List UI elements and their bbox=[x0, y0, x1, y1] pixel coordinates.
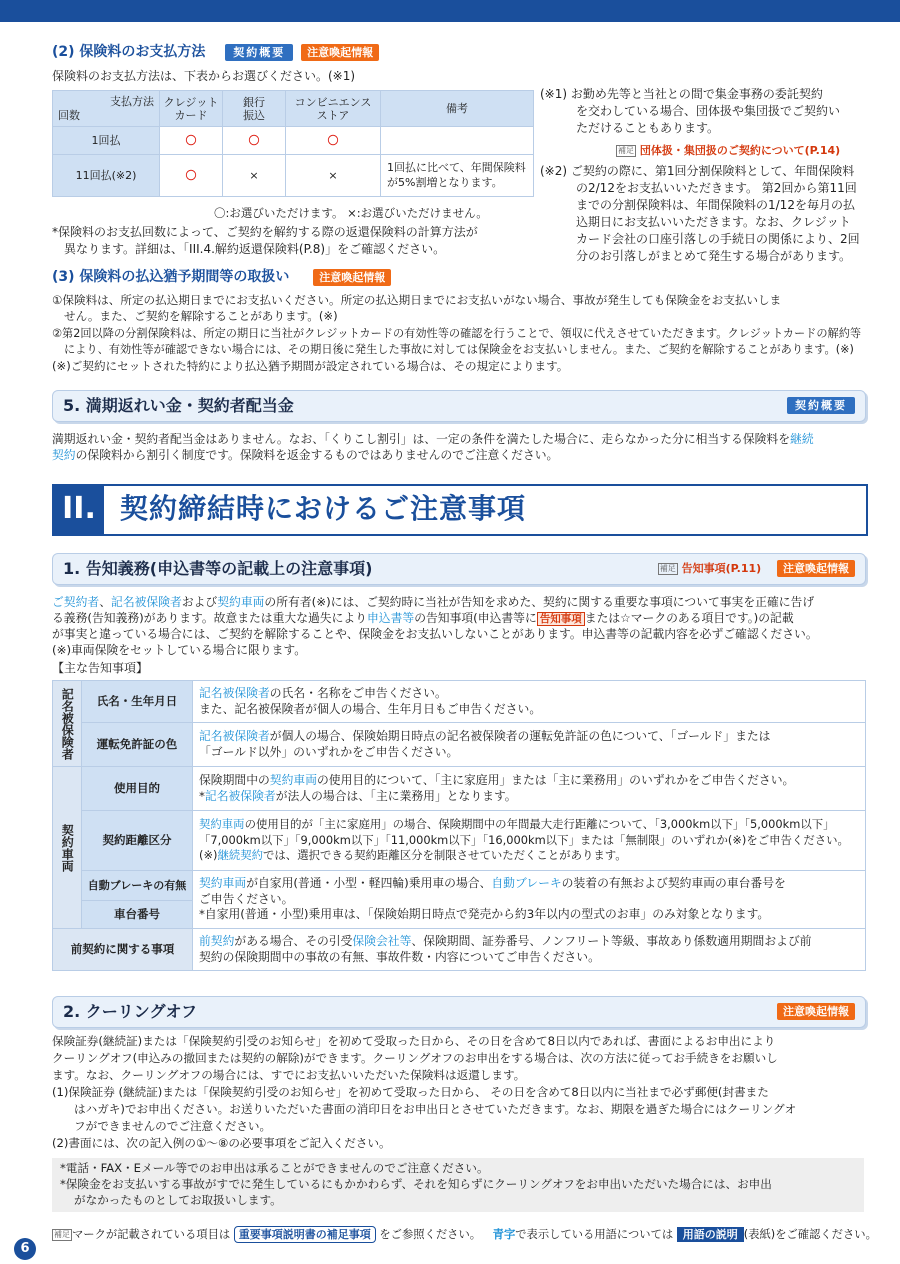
chapter-header bbox=[52, 484, 868, 536]
refund-note-2: 異なります。詳細は、「III.4.解約返還保険料(P.8)」をご確認ください。 bbox=[64, 242, 446, 256]
section-title: (3) 保険料の払込猶予期間等の取扱い bbox=[52, 269, 290, 285]
grace-line: (※)ご契約にセットされた特約により払込猶予期間が設定されている場合は、その規定によります。 bbox=[52, 359, 569, 373]
side-ref[interactable] bbox=[616, 142, 840, 159]
group-vehicle: 契約車両 bbox=[53, 767, 82, 929]
disclosure-para-4: (※)車両保険をセットしている場合に限ります。 bbox=[52, 643, 307, 657]
section-cooling-off-box bbox=[52, 996, 866, 1028]
contract-summary-tag: 契約概要 bbox=[225, 44, 293, 61]
chapter-number: II. bbox=[54, 486, 104, 534]
table-row: 契約距離区分 契約車両の使用目的が「主に家庭用」の場合、保険期間中の年間最大走行距離について、「3,000km以下」「5,000km以下」 「7,000km以下」「9,000km以下」「11,000km以下」「16,000km以下」または「無制限」のいずれか(※)をご申告ください。 (※)継続契約では、選択できる契約距離区分を制限させていただくことがあります。 bbox=[53, 811, 866, 871]
col-bank: 銀行 振込 bbox=[223, 91, 286, 127]
disclosure-table bbox=[52, 680, 866, 971]
col-credit: クレジット カード bbox=[160, 91, 223, 127]
side-note-1: (※1) お勤め先等と当社との間で集金事務の委託契約 bbox=[540, 87, 823, 101]
disclosure-para-2: る義務(告知義務)があります。故意または重大な過失により申込書等の告知事項(申込書等に 告知事項 または☆マークのある項目です。)の記載 bbox=[52, 611, 794, 625]
side-note-1-cont: ただけることもあります。 bbox=[576, 121, 720, 135]
grace-line: せん。また、ご契約を解除することがあります。(※) bbox=[64, 309, 338, 323]
refund-note-1: *保険料のお支払回数によって、ご契約を解約する際の返還保険料の計算方法が bbox=[52, 225, 478, 239]
chapter-title: 契約締結時におけるご注意事項 bbox=[120, 492, 527, 525]
caution-tag: 注意喚起情報 bbox=[777, 560, 855, 577]
maturity-line-1: 満期返れい金・契約者配当金はありません。なお、「くりこし割引」は、一定の条件を満たした場合に、走らなかった分に相当する保険料を継続 bbox=[52, 432, 814, 446]
section-title: 2. クーリングオフ bbox=[63, 1002, 197, 1021]
grace-line: により、有効性等が確認できない場合には、その期日後に発生した事故に対しては保険金をお支払いしません。また、ご契約を解除することがあります。(※) bbox=[64, 343, 854, 356]
section-grace-period-header bbox=[52, 268, 391, 287]
supplement-icon: 補足 bbox=[659, 563, 676, 573]
section-maturity-box bbox=[52, 390, 866, 422]
section-payment-method-header bbox=[52, 43, 379, 62]
table-row: 1回払 〇 〇 〇 bbox=[53, 127, 534, 155]
cooling-line: フができませんのでご注意ください。 bbox=[74, 1119, 272, 1133]
cooling-line: 保険証券(継続証)または「保険契約引受のお知らせ」を初めて受取った日から、その日を含めて8日以内であれば、書面によるお申出により bbox=[52, 1034, 776, 1048]
group-insured: 記名被保険者 bbox=[53, 681, 82, 767]
maturity-line-2: 契約の保険料から割引く制度です。保険料を返金するものではありませんのでご注意ください。 bbox=[52, 448, 559, 462]
table-row: 車台番号 bbox=[53, 901, 866, 929]
section-title: (2) 保険料のお支払方法 bbox=[52, 44, 206, 60]
grace-line: ②第2回以降の分割保険料は、所定の期日に当社がクレジットカードの有効性等の確認を行うことで、領収に代えさせていただきます。クレジットカードの解約等 bbox=[52, 327, 862, 340]
section-disclosure-box bbox=[52, 553, 866, 585]
group-contract-ref: 団体扱・集団扱のご契約について(P.14) bbox=[639, 144, 841, 157]
col-conv: コンビニエンス ストア bbox=[286, 91, 381, 127]
side-note-2-cont: 込期日にお支払いいただきます。なお、クレジット bbox=[576, 215, 851, 229]
page-number: 6 bbox=[14, 1238, 36, 1260]
footer-note: 補足 マークが記載されている項目は 重要事項説明書の補足事項 をご参照ください。 青字で表示している用語については 用語の説明 (表紙)をご確認ください。 bbox=[52, 1226, 877, 1243]
cooling-note-box: *電話・FAX・Eメール等でのお申出は承ることができませんのでご注意ください。 *保険金をお支払いする事故がすでに発生しているにもかかわらず、それを知らずにクーリングオフをお申出いただいた場合には、お申出 がなかったものとしてお取扱いします。 bbox=[52, 1158, 864, 1212]
section-title: 1. 告知義務(申込書等の記載上の注意事項) bbox=[63, 559, 373, 578]
payment-table bbox=[52, 90, 534, 197]
disclosure-mark: 告知事項 bbox=[537, 612, 585, 626]
cooling-line: ます。なお、クーリングオフの場合には、すでにお支払いいただいた保険料は返還します。 bbox=[52, 1068, 526, 1082]
disclosure-ref[interactable]: 告知事項(P.11) bbox=[681, 562, 762, 575]
table-row: 11回払(※2) 〇 × × 1回払に比べて、年間保険料が5%割増となります。 bbox=[53, 155, 534, 197]
col-note: 備考 bbox=[381, 91, 534, 127]
table-row: 記名被保険者 氏名・生年月日 記名被保険者の氏名・名称をご申告ください。 また、記名被保険者が個人の場合、生年月日もご申告ください。 bbox=[53, 681, 866, 723]
side-note-2-cont: カード会社の口座引落しの手続日の関係により、2回 bbox=[576, 232, 860, 246]
top-bar bbox=[0, 0, 900, 22]
caution-tag: 注意喚起情報 bbox=[301, 44, 379, 61]
side-note-1-cont: を交わしている場合、団体扱や集団扱でご契約い bbox=[576, 104, 841, 118]
disclosure-para-1: ご契約者、記名被保険者および契約車両の所有者(※)には、ご契約時に当社が告知を求めた、契約に関する重要な事項について事実を正確に告げ bbox=[52, 595, 815, 609]
table-legend: 〇:お選びいただけます。 ×:お選びいただけません。 bbox=[214, 206, 488, 220]
table-row: 自動ブレーキの有無 契約車両が自家用(普通・小型・軽四輪)乗用車の場合、自動ブレーキの装着の有無および契約車両の車台番号を ご申告ください。 *自家用(普通・小型)乗用車は、「保険始期日時点で発売から約3年以内の型式のお車」のみ対象となります。 bbox=[53, 871, 866, 901]
supplement-icon: 補足 bbox=[618, 145, 634, 155]
supplement-box[interactable]: 重要事項説明書の補足事項 bbox=[234, 1226, 376, 1243]
cooling-line: クーリングオフ(申込みの撤回または契約の解除)ができます。クーリングオフのお申出をする場合は、次の方法に従ってお手続きをお願いし bbox=[52, 1051, 778, 1065]
cooling-line: (2)書面には、次の記入例の①～⑧の必要事項をご記入ください。 bbox=[52, 1136, 391, 1150]
side-note-2-cont: までの分割保険料は、年間保険料の1/12を毎月の払 bbox=[576, 198, 855, 212]
section-title: 5. 満期返れい金・契約者配当金 bbox=[63, 396, 294, 415]
disclosure-para-3: が事実と違っている場合には、ご契約を解除することや、保険金をお支払いしないことがあります。申込書等の記載内容を必ずご確認ください。 bbox=[52, 627, 818, 641]
supplement-icon: 補足 bbox=[54, 1230, 70, 1239]
table-row: 契約車両 使用目的 保険期間中の契約車両の使用目的について、「主に家庭用」または「主に業務用」のいずれかをご申告ください。 *記名被保険者が法人の場合は、「主に業務用」となります。 bbox=[53, 767, 866, 811]
grace-line: ①保険料は、所定の払込期日までにお支払いください。所定の払込期日までにお支払いがない場合、事故が発生しても保険金をお支払いしま bbox=[52, 293, 782, 307]
side-note-2-cont: 分のお引落しがまとめて発生する場合があります。 bbox=[576, 249, 852, 263]
main-items-label: 【主な告知事項】 bbox=[52, 661, 149, 675]
table-row: 運転免許証の色 記名被保険者が個人の場合、保険始期日時点の記名被保険者の運転免許証の色について、「ゴールド」または 「ゴールド以外」のいずれかをご申告ください。 bbox=[53, 723, 866, 767]
term-link[interactable]: 継続 bbox=[790, 432, 814, 446]
table-corner: 支払方法 回数 bbox=[53, 91, 160, 127]
caution-tag: 注意喚起情報 bbox=[313, 269, 391, 286]
cooling-line: (1)保険証券 (継続証)または「保険契約引受のお知らせ」を初めて受取った日から、 その日を含めて8日以内に当社まで必ず郵便(封書また bbox=[52, 1085, 769, 1099]
side-note-2-cont: の2/12をお支払いいただきます。 第2回から第11回 bbox=[576, 181, 857, 195]
table-row: 前契約に関する事項 前契約がある場合、その引受保険会社等、保険期間、証券番号、ノンフリート等級、事故あり係数適用期間および前 契約の保険期間中の事故の有無、事故件数・内容についてご申告ください。 bbox=[53, 929, 866, 971]
term-link[interactable]: 契約 bbox=[52, 448, 76, 462]
side-note-2: (※2) ご契約の際に、第1回分割保険料として、年間保険料 bbox=[540, 164, 855, 178]
payment-intro: 保険料のお支払方法は、下表からお選びください。(※1) bbox=[52, 69, 356, 83]
glossary-tag[interactable]: 用語の説明 bbox=[677, 1227, 744, 1242]
cooling-line: はハガキ)でお申出ください。お送りいただいた書面の消印日をお申出日とさせていただきます。なお、期限を過ぎた場合にはクーリングオ bbox=[74, 1102, 797, 1116]
contract-summary-tag: 契約概要 bbox=[787, 397, 855, 414]
caution-tag: 注意喚起情報 bbox=[777, 1003, 855, 1020]
